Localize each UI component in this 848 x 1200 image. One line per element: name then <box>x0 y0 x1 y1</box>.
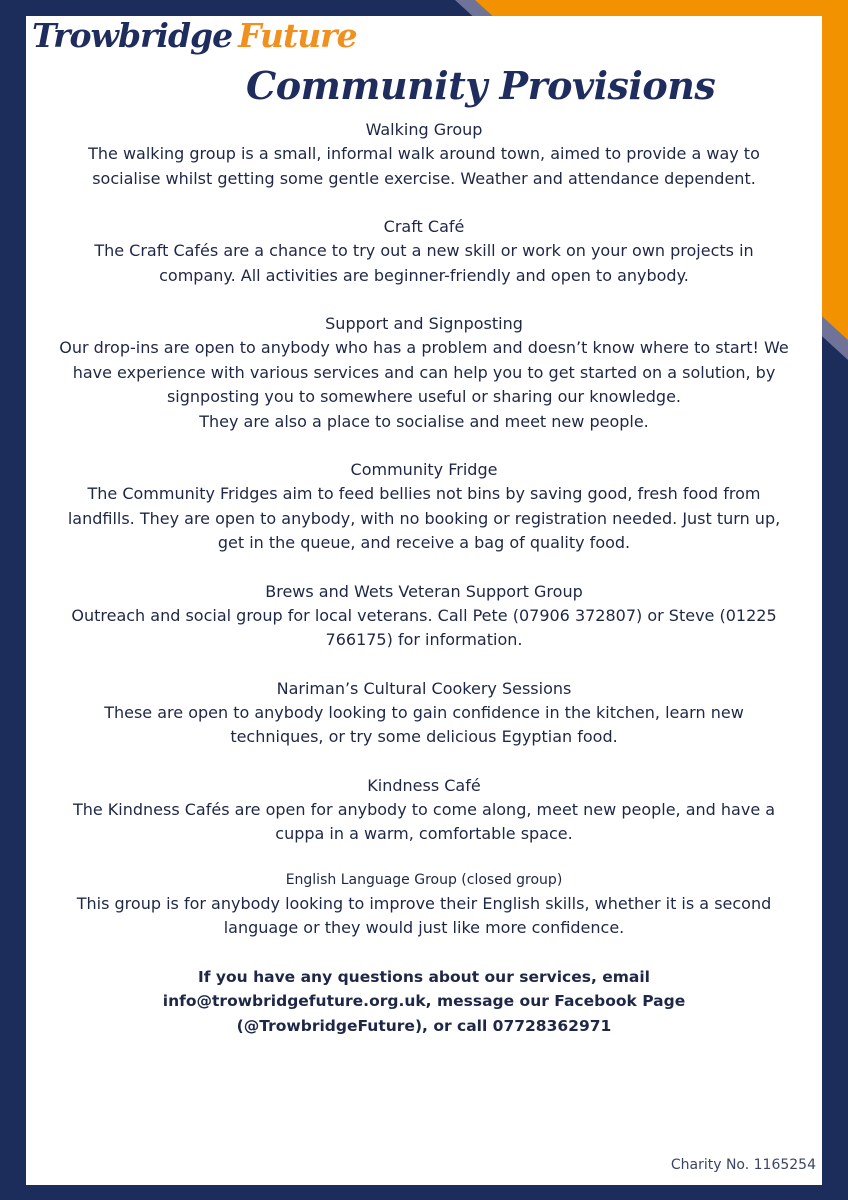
section-title: Nariman’s Cultural Cookery Sessions <box>276 678 572 698</box>
section-kindness-cafe <box>56 774 792 847</box>
section-body: These are open to anybody looking to gain confidence in the kitchen, learn new techniques, or try some delicious Egyptian food. <box>104 702 744 746</box>
section-title: Kindness Café <box>367 775 481 795</box>
section-community-fridge <box>56 458 792 556</box>
document-page <box>26 16 822 1185</box>
section-title: Walking Group <box>365 120 483 139</box>
section-veteran-support <box>56 580 792 653</box>
section-title: English Language Group (closed group) <box>285 871 563 888</box>
section-body: The walking group is a small, informal walk around town, aimed to provide a way to socialise whilst getting some gentle exercise. Weather and attendance dependent. <box>88 144 760 188</box>
logo <box>32 16 357 68</box>
section-walking-group <box>56 118 792 191</box>
logo-text-future: Future <box>238 16 357 55</box>
charity-number: Charity No. 1165254 <box>670 1157 816 1173</box>
section-title: Community Fridge <box>350 460 498 479</box>
section-body-extra: They are also a place to socialise and meet new people. <box>199 411 649 431</box>
section-title: Support and Signposting <box>325 314 523 333</box>
section-body: Our drop-ins are open to anybody who has a problem and doesn’t know where to start! We have experience with various services and can help you to get started on a solution, by signposting you to somewhere useful or sharing our knowledge. <box>59 338 789 406</box>
section-body: Outreach and social group for local veterans. Call Pete (07906 372807) or Steve (01225 766175) for information. <box>71 605 777 649</box>
section-craft-cafe <box>56 215 792 288</box>
section-title: Craft Café <box>383 217 465 236</box>
section-body: The Kindness Cafés are open for anybody to come along, meet new people, and have a cuppa in a warm, comfortable space. <box>72 799 776 843</box>
section-body: The Craft Cafés are a chance to try out a new skill or work on your own projects in company. All activities are beginner-friendly and open to anybody. <box>94 241 754 285</box>
contact-line-2: info@trowbridgefuture.org.uk, message our Facebook Page <box>162 992 686 1010</box>
sections-list <box>56 118 792 1038</box>
contact-line-1: If you have any questions about our services, email <box>197 967 650 986</box>
section-english-language <box>56 868 792 941</box>
section-body: The Community Fridges aim to feed bellies not bins by saving good, fresh food from landfills. They are open to anybody, with no booking or registration needed. Just turn up, get in the queue, and receive a bag of quality food. <box>67 484 781 552</box>
contact-line-3: (@TrowbridgeFuture), or call 07728362971 <box>236 1016 612 1035</box>
section-body: This group is for anybody looking to improve their English skills, whether it is a second language or they would just like more confidence. <box>76 893 772 937</box>
section-cookery-sessions <box>56 677 792 750</box>
contact-info <box>56 965 792 1039</box>
page-title: Community Provisions <box>246 63 716 108</box>
section-title: Brews and Wets Veteran Support Group <box>265 581 583 601</box>
section-support-signposting <box>56 312 792 434</box>
logo-text-trowbridge: Trowbridge <box>32 16 233 55</box>
